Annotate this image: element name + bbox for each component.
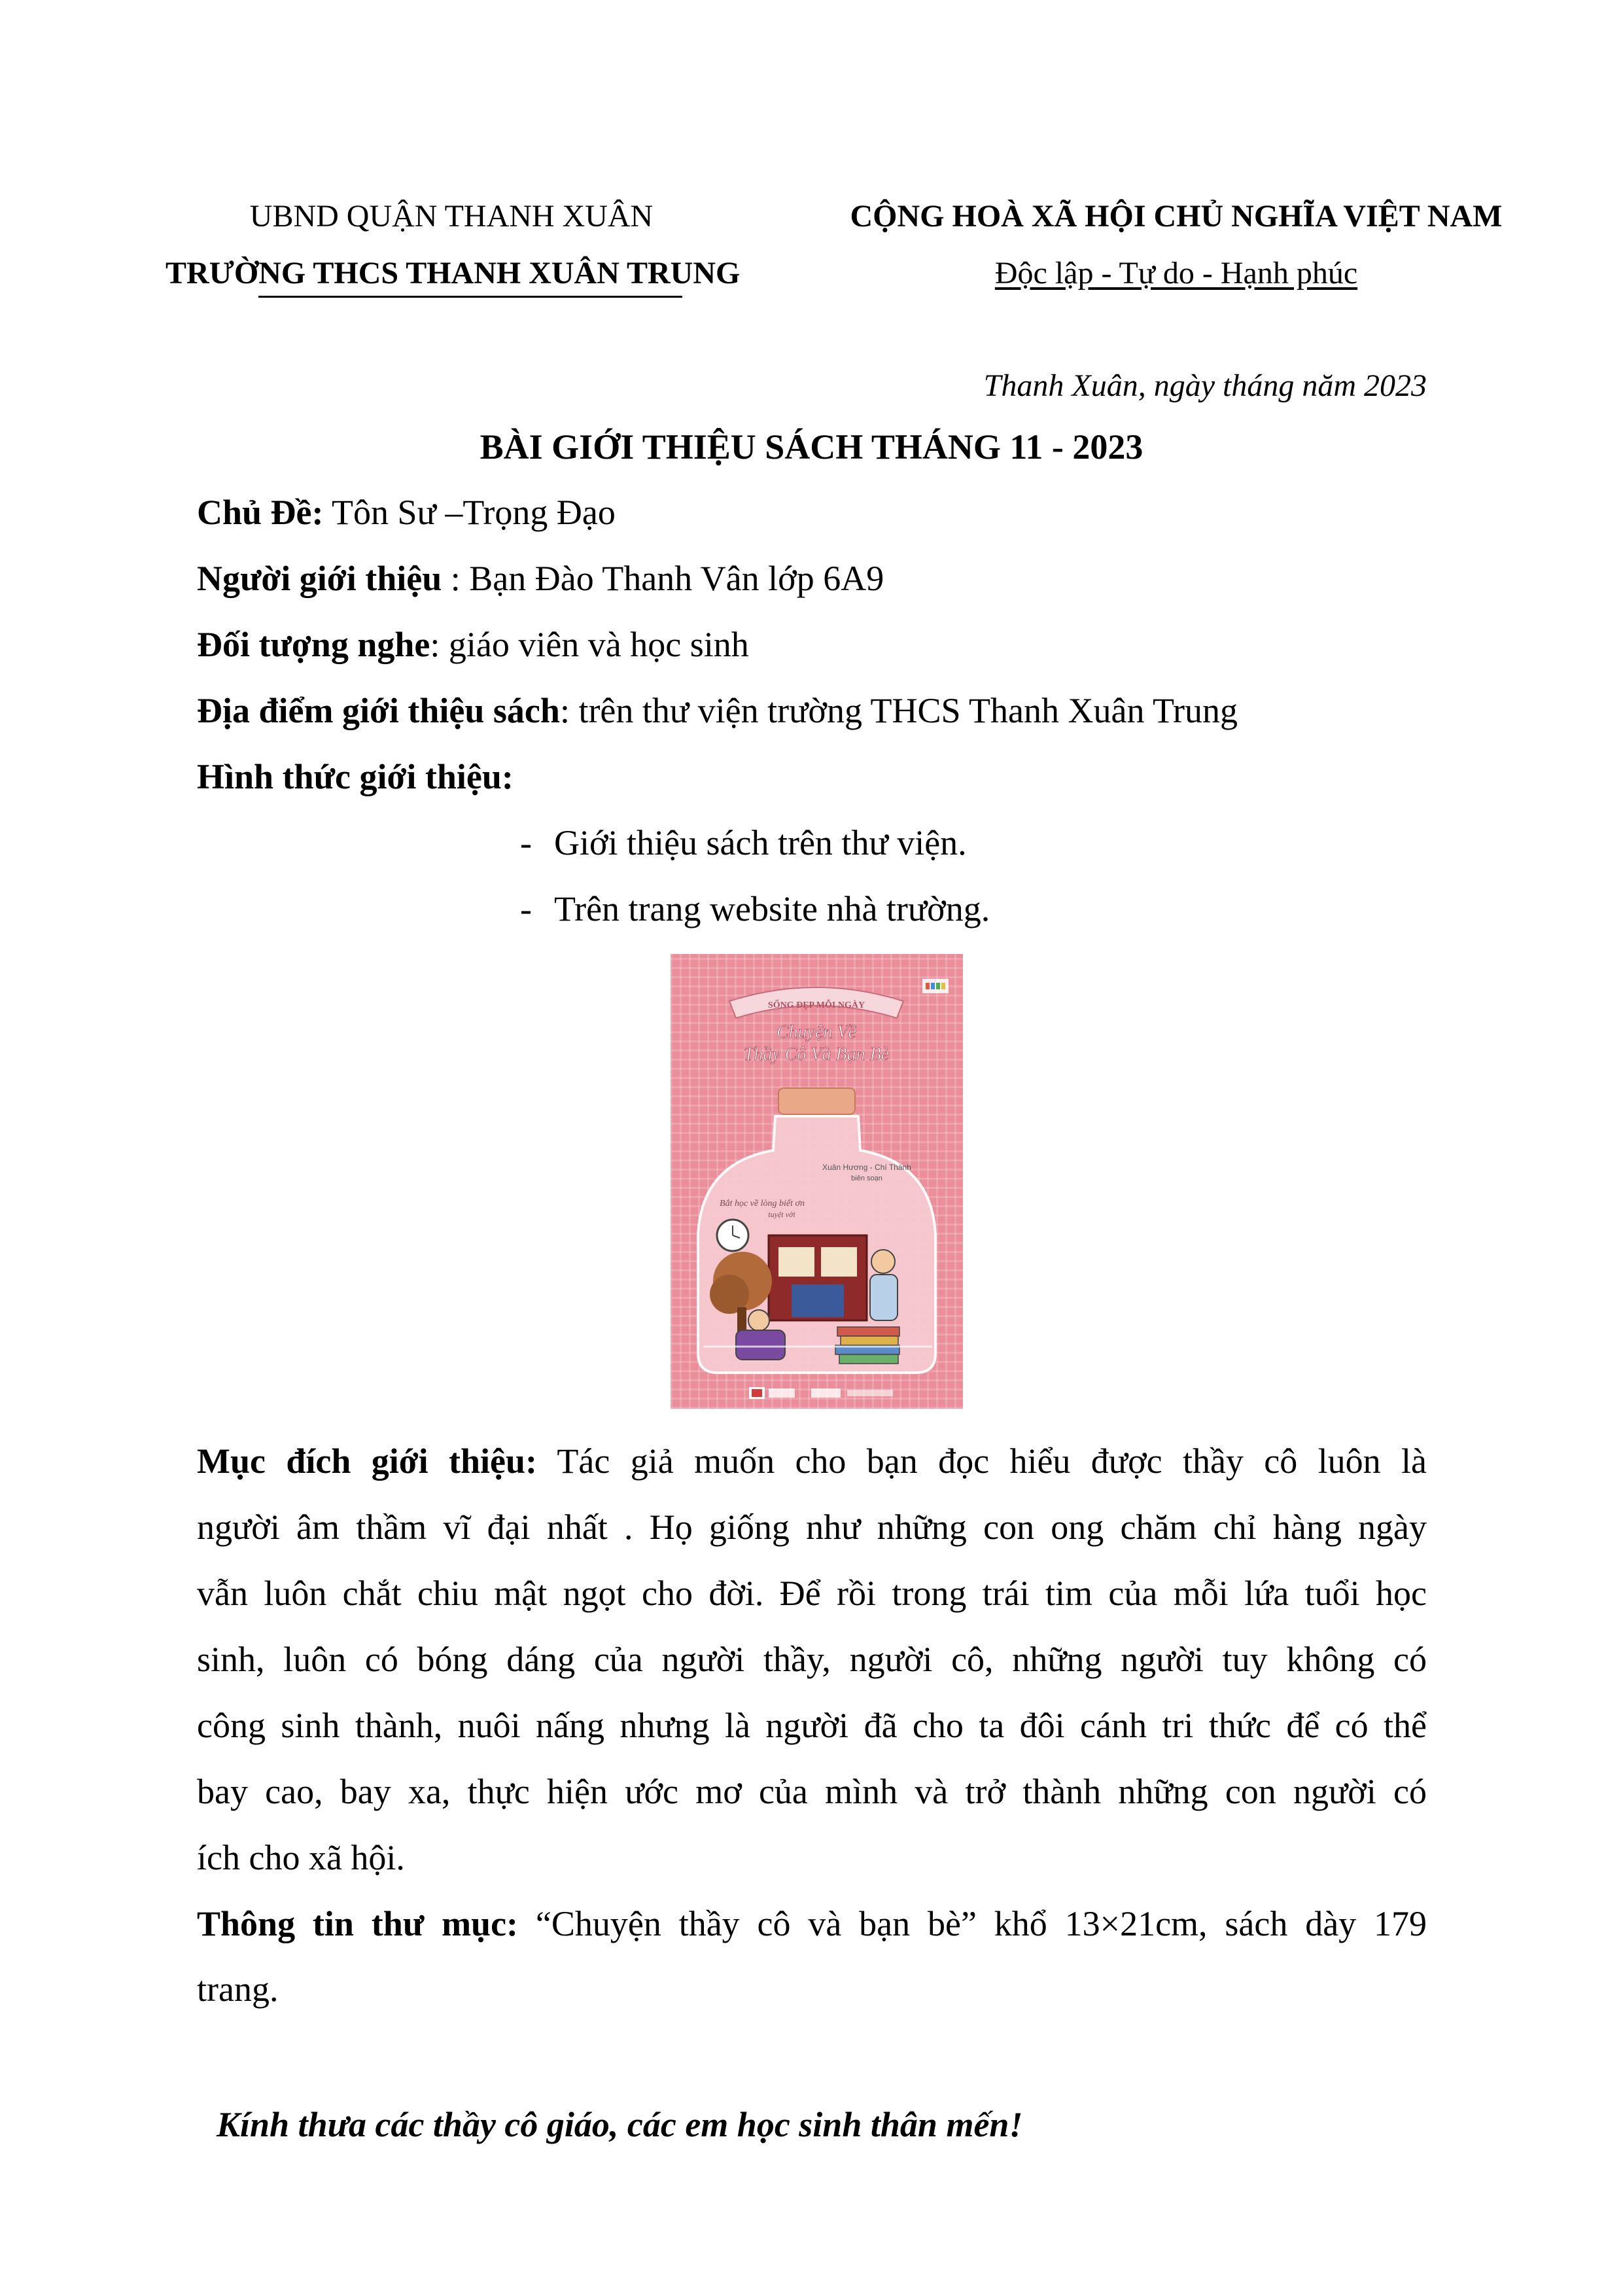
topic-value: Tôn Sư –Trọng Đạo — [323, 493, 616, 532]
school-name: TRƯỜNG THCS THANH XUÂN TRUNG — [166, 256, 741, 291]
cover-title-line1: Chuyện Về — [776, 1022, 857, 1042]
bibliography-line: Thông tin thư mục: “Chuyện thầy cô và bạn bè” khổ 13×21cm, sách dày 179 — [197, 1904, 1427, 1943]
header-rule — [258, 296, 682, 298]
cover-series: SỐNG ĐẸP MỖI NGÀY — [767, 1000, 865, 1010]
purpose-line: Mục đích giới thiệu: Tác giả muốn cho bạn đọc hiểu được thầy cô luôn là — [197, 1441, 1427, 1481]
purpose-line: bay cao, bay xa, thực hiện ước mơ của mình và trở thành những con người có — [197, 1772, 1427, 1811]
document-title: BÀI GIỚI THIỆU SÁCH THÁNG 11 - 2023 — [480, 427, 1143, 467]
location-line — [197, 690, 1238, 731]
cover-authors-sub: biên soạn — [851, 1174, 882, 1182]
purpose-label: Mục đích giới thiệu: — [197, 1441, 538, 1481]
presenter-value: : Bạn Đào Thanh Vân lớp 6A9 — [442, 559, 884, 598]
topic-line — [197, 492, 616, 533]
audience-line — [197, 624, 749, 665]
purpose-line: vẫn luôn chắt chiu mật ngọt cho đời. Để rồi trong trái tim của mỗi lứa tuổi học — [197, 1574, 1427, 1613]
cover-subtitle: Bắt học về lòng biết ơn — [720, 1199, 805, 1209]
presenter-line — [197, 558, 884, 599]
purpose-line: công sinh thành, nuôi nấng nhưng là người đã cho ta đôi cánh tri thức để có thể — [197, 1706, 1427, 1745]
book-cover-image — [671, 954, 963, 1409]
audience-value: : giáo viên và học sinh — [430, 625, 749, 664]
cover-authors: Xuân Hương - Chí Thành — [822, 1163, 911, 1172]
purpose-line: ích cho xã hội. — [197, 1838, 405, 1877]
format-label: Hình thức giới thiệu: — [197, 757, 514, 796]
agency-name: UBND QUẬN THANH XUÂN — [249, 199, 654, 234]
format-line — [197, 756, 514, 797]
book-cover-illustration — [671, 954, 963, 1409]
audience-label: Đối tượng nghe — [197, 625, 430, 664]
date-line: Thanh Xuân, ngày tháng năm 2023 — [983, 368, 1427, 403]
cover-subtitle-sub: tuyệt vời — [768, 1210, 795, 1219]
bibliography-label: Thông tin thư mục: — [197, 1904, 519, 1943]
presenter-label: Người giới thiệu — [197, 559, 442, 598]
national-title: CỘNG HOÀ XÃ HỘI CHỦ NGHĨA VIỆT NAM — [850, 199, 1503, 234]
location-label: Địa điểm giới thiệu sách — [197, 691, 560, 730]
location-value: : trên thư viện trường THCS Thanh Xuân Trung — [559, 691, 1238, 730]
closing-greeting: Kính thưa các thầy cô giáo, các em học sinh thân mến! — [217, 2105, 1023, 2144]
bibliography-line: trang. — [197, 1969, 279, 2009]
purpose-line: người âm thầm vĩ đại nhất . Họ giống như những con ong chăm chỉ hàng ngày — [197, 1508, 1427, 1547]
list-item: - Trên trang website nhà trường. — [520, 889, 990, 928]
topic-label: Chủ Đề: — [197, 493, 324, 532]
purpose-line: sinh, luôn có bóng dáng của người thầy, người cô, những người tuy không có — [197, 1640, 1427, 1679]
cover-title-line2: Thầy Cô Và Bạn Bè — [743, 1044, 890, 1065]
national-motto: Độc lập - Tự do - Hạnh phúc — [994, 256, 1358, 291]
list-item: - Giới thiệu sách trên thư viện. — [520, 823, 967, 862]
